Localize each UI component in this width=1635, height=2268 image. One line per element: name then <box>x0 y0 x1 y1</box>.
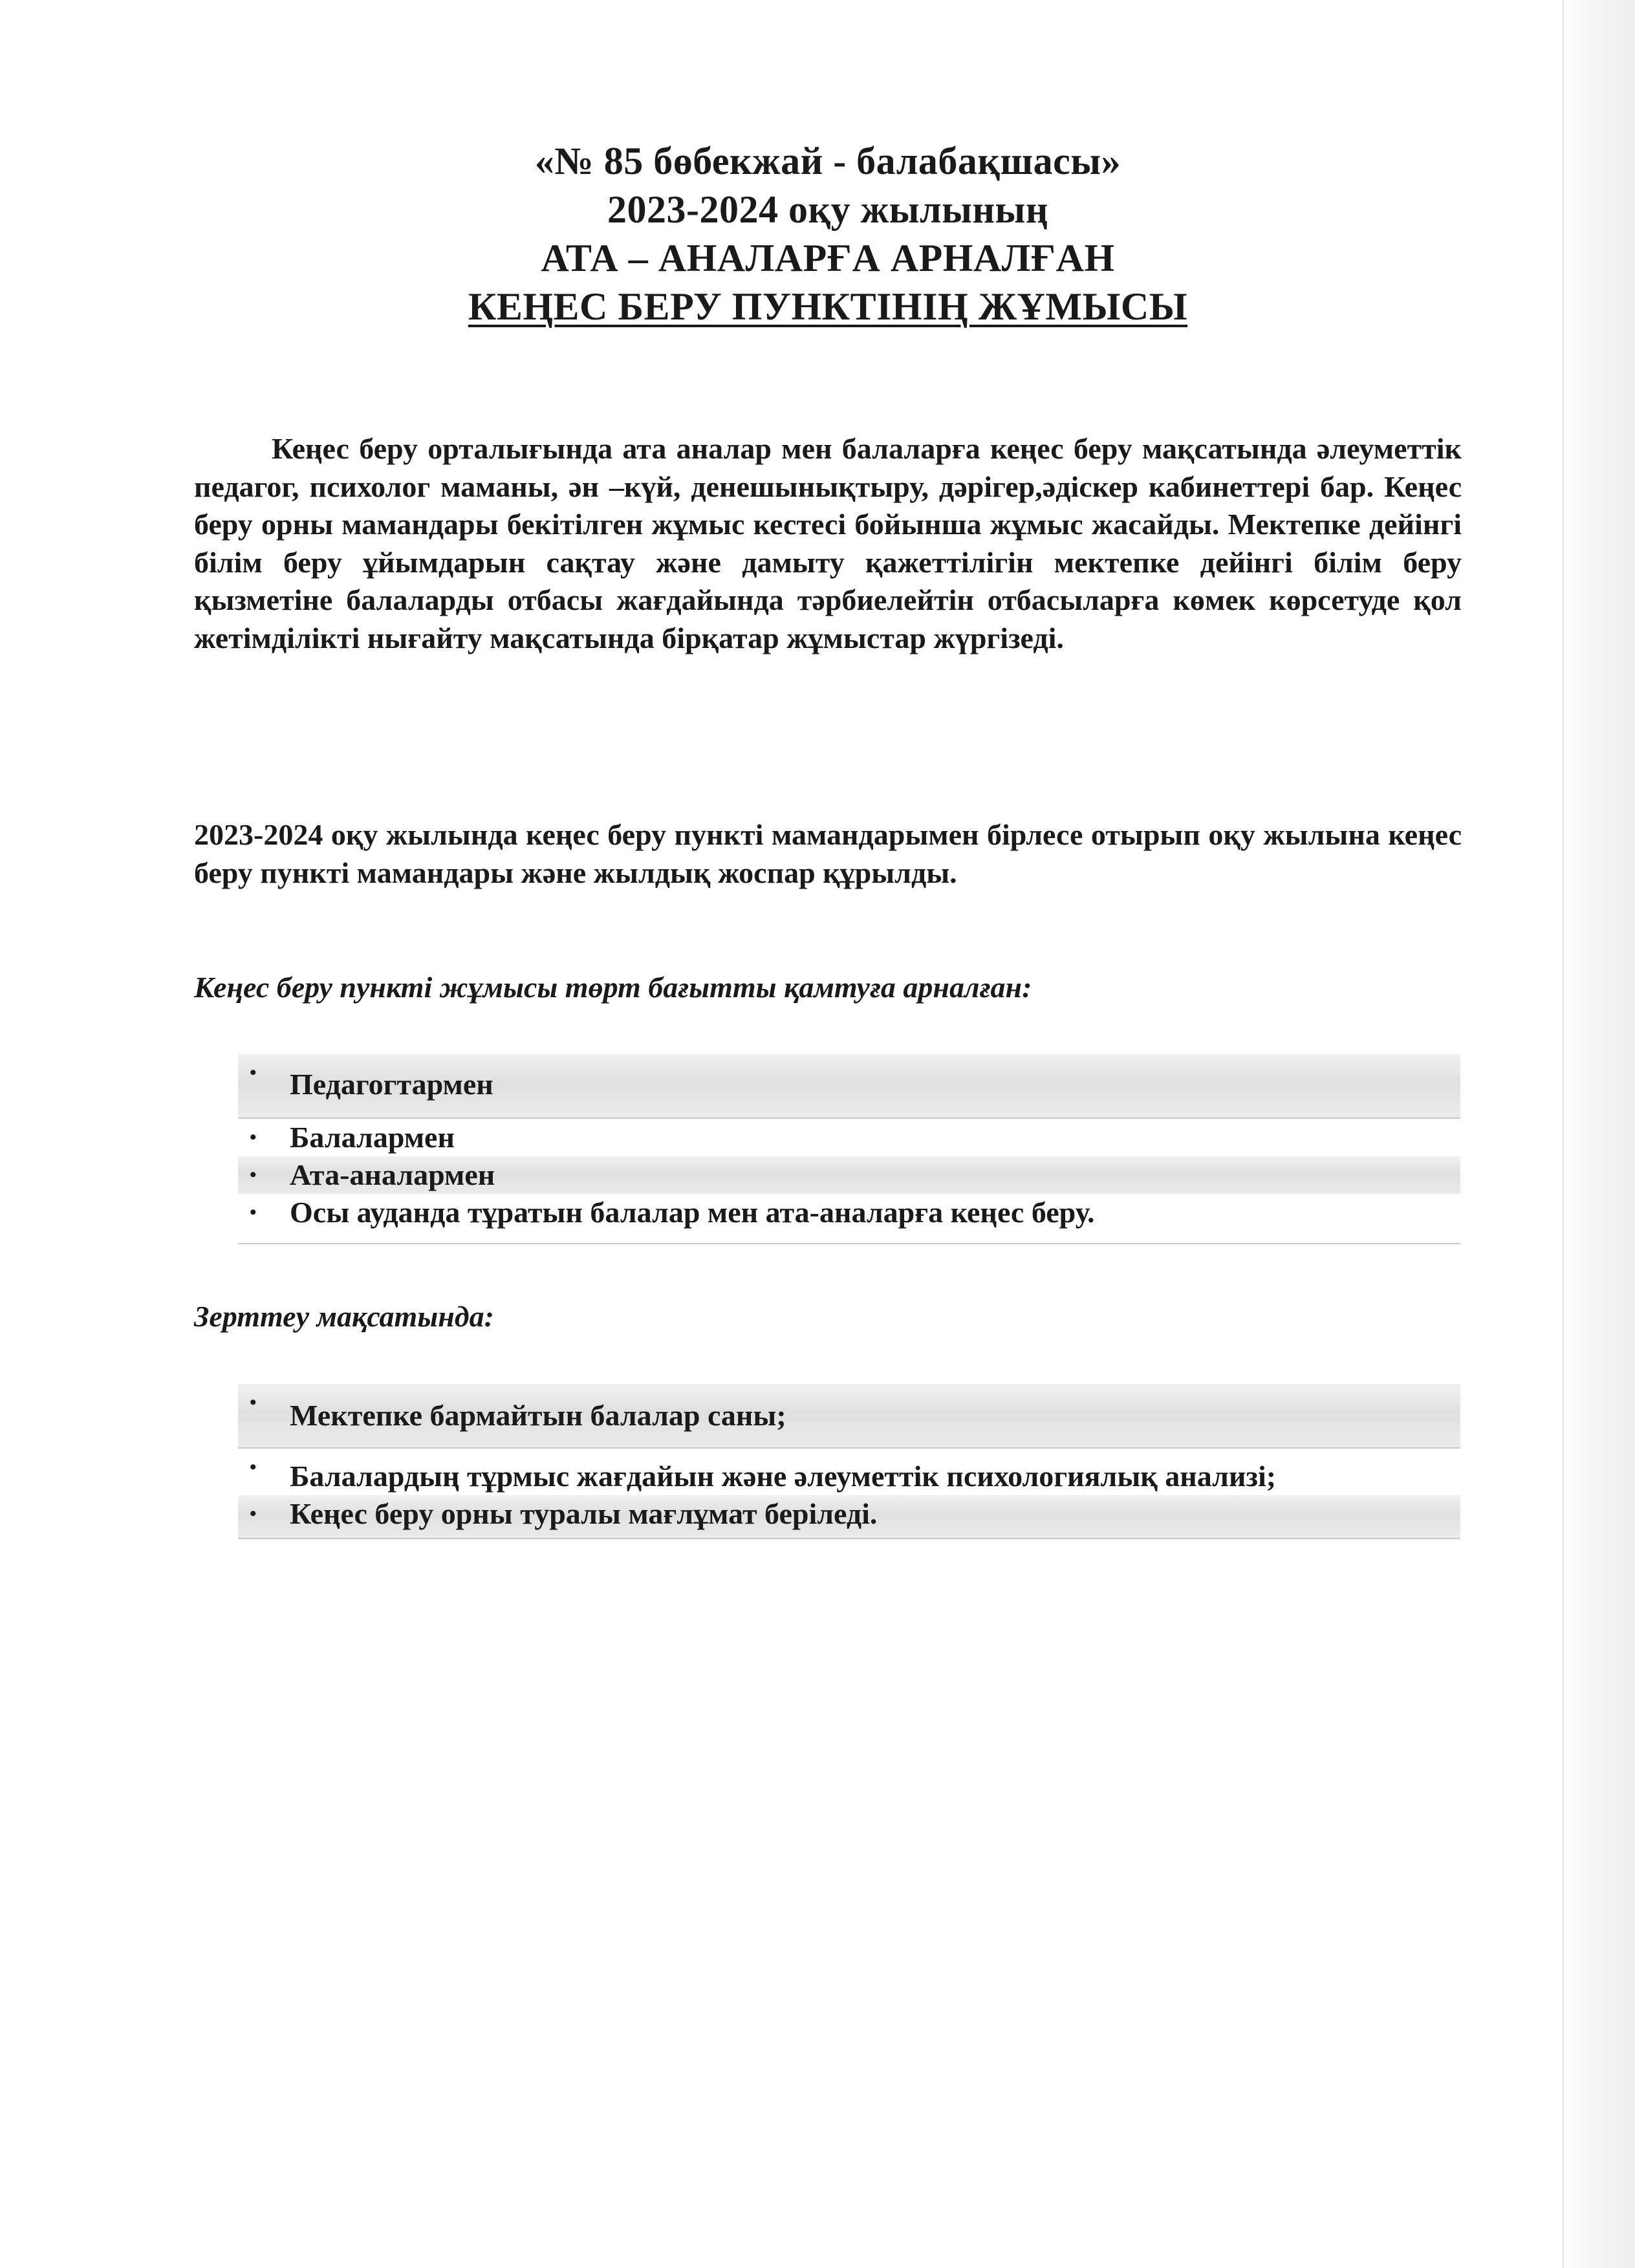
research-list <box>238 1384 1460 1539</box>
scanned-page-edge <box>1563 0 1635 2268</box>
bullet-icon: • <box>250 1456 257 1478</box>
list-item-text: Ата-аналармен <box>290 1158 495 1191</box>
bullet-icon: • <box>250 1202 257 1223</box>
title-line-academic-year: 2023-2024 оқу жылының <box>607 188 1048 231</box>
list-item-text: Кеңес беру орны туралы мағлұмат беріледі. <box>290 1497 878 1530</box>
plan-paragraph: 2023-2024 оқу жылында кеңес беру пункті мамандарымен бірлесе отырып оқу жылына кеңес беру пункті мамандары және жылдық жоспар құрылды. <box>194 818 1462 889</box>
list-item-text: Осы ауданда тұратын балалар мен ата-аналарға кеңес беру. <box>290 1196 1095 1229</box>
list-item <box>238 1054 1460 1119</box>
list-item <box>238 1194 1460 1244</box>
title-line-subject: КЕҢЕС БЕРУ ПУНКТІНІҢ ЖҰМЫСЫ <box>468 285 1188 328</box>
list-item-text: Педагогтармен <box>290 1068 493 1101</box>
list-item-text: Балалардың тұрмыс жағдайын және әлеуметтік психологиялық анализі; <box>290 1460 1277 1493</box>
bullet-icon: • <box>250 1503 257 1524</box>
list-item <box>238 1495 1460 1539</box>
list-item <box>238 1449 1460 1495</box>
list-item <box>238 1156 1460 1194</box>
list-item-text: Балалармен <box>290 1121 455 1154</box>
list-item <box>238 1119 1460 1156</box>
document-title <box>194 137 1462 331</box>
section-heading-research: Зерттеу мақсатында: <box>194 1300 494 1333</box>
list-item-text: Мектепке бармайтын балалар саны; <box>290 1399 786 1432</box>
bullet-icon: • <box>250 1392 257 1413</box>
bullet-icon: • <box>250 1164 257 1185</box>
section-heading-directions: Кеңес беру пункті жұмысы төрт бағытты қамтуға арналған: <box>194 971 1032 1004</box>
title-line-audience: АТА – АНАЛАРҒА АРНАЛҒАН <box>541 237 1115 279</box>
bullet-icon: • <box>250 1127 257 1148</box>
title-line-institution: «№ 85 бөбекжай - балабақшасы» <box>534 140 1121 182</box>
directions-list <box>238 1054 1460 1244</box>
intro-paragraph: Кеңес беру орталығында ата аналар мен балаларға кеңес беру мақсатында әлеуметтік педагог, психолог маманы, ән –күй, денешынықтыру, дәрігер,әдіскер кабинеттері бар. Кеңес беру орны мамандары бекітілген жұмыс кестесі бойынша жұмыс жасайды. Мектепке дейінгі білім беру ұйымдарын сақтау және дамыту қажеттілігін мектепке дейінгі білім беру қызметіне балаларды отбасы жағдайында тәрбиелейтін отбасыларға көмек көрсетуде қол жетімділікті нығайту мақсатында бірқатар жұмыстар жүргізеді. <box>194 432 1462 654</box>
bullet-icon: • <box>250 1062 257 1083</box>
list-item <box>238 1384 1460 1449</box>
